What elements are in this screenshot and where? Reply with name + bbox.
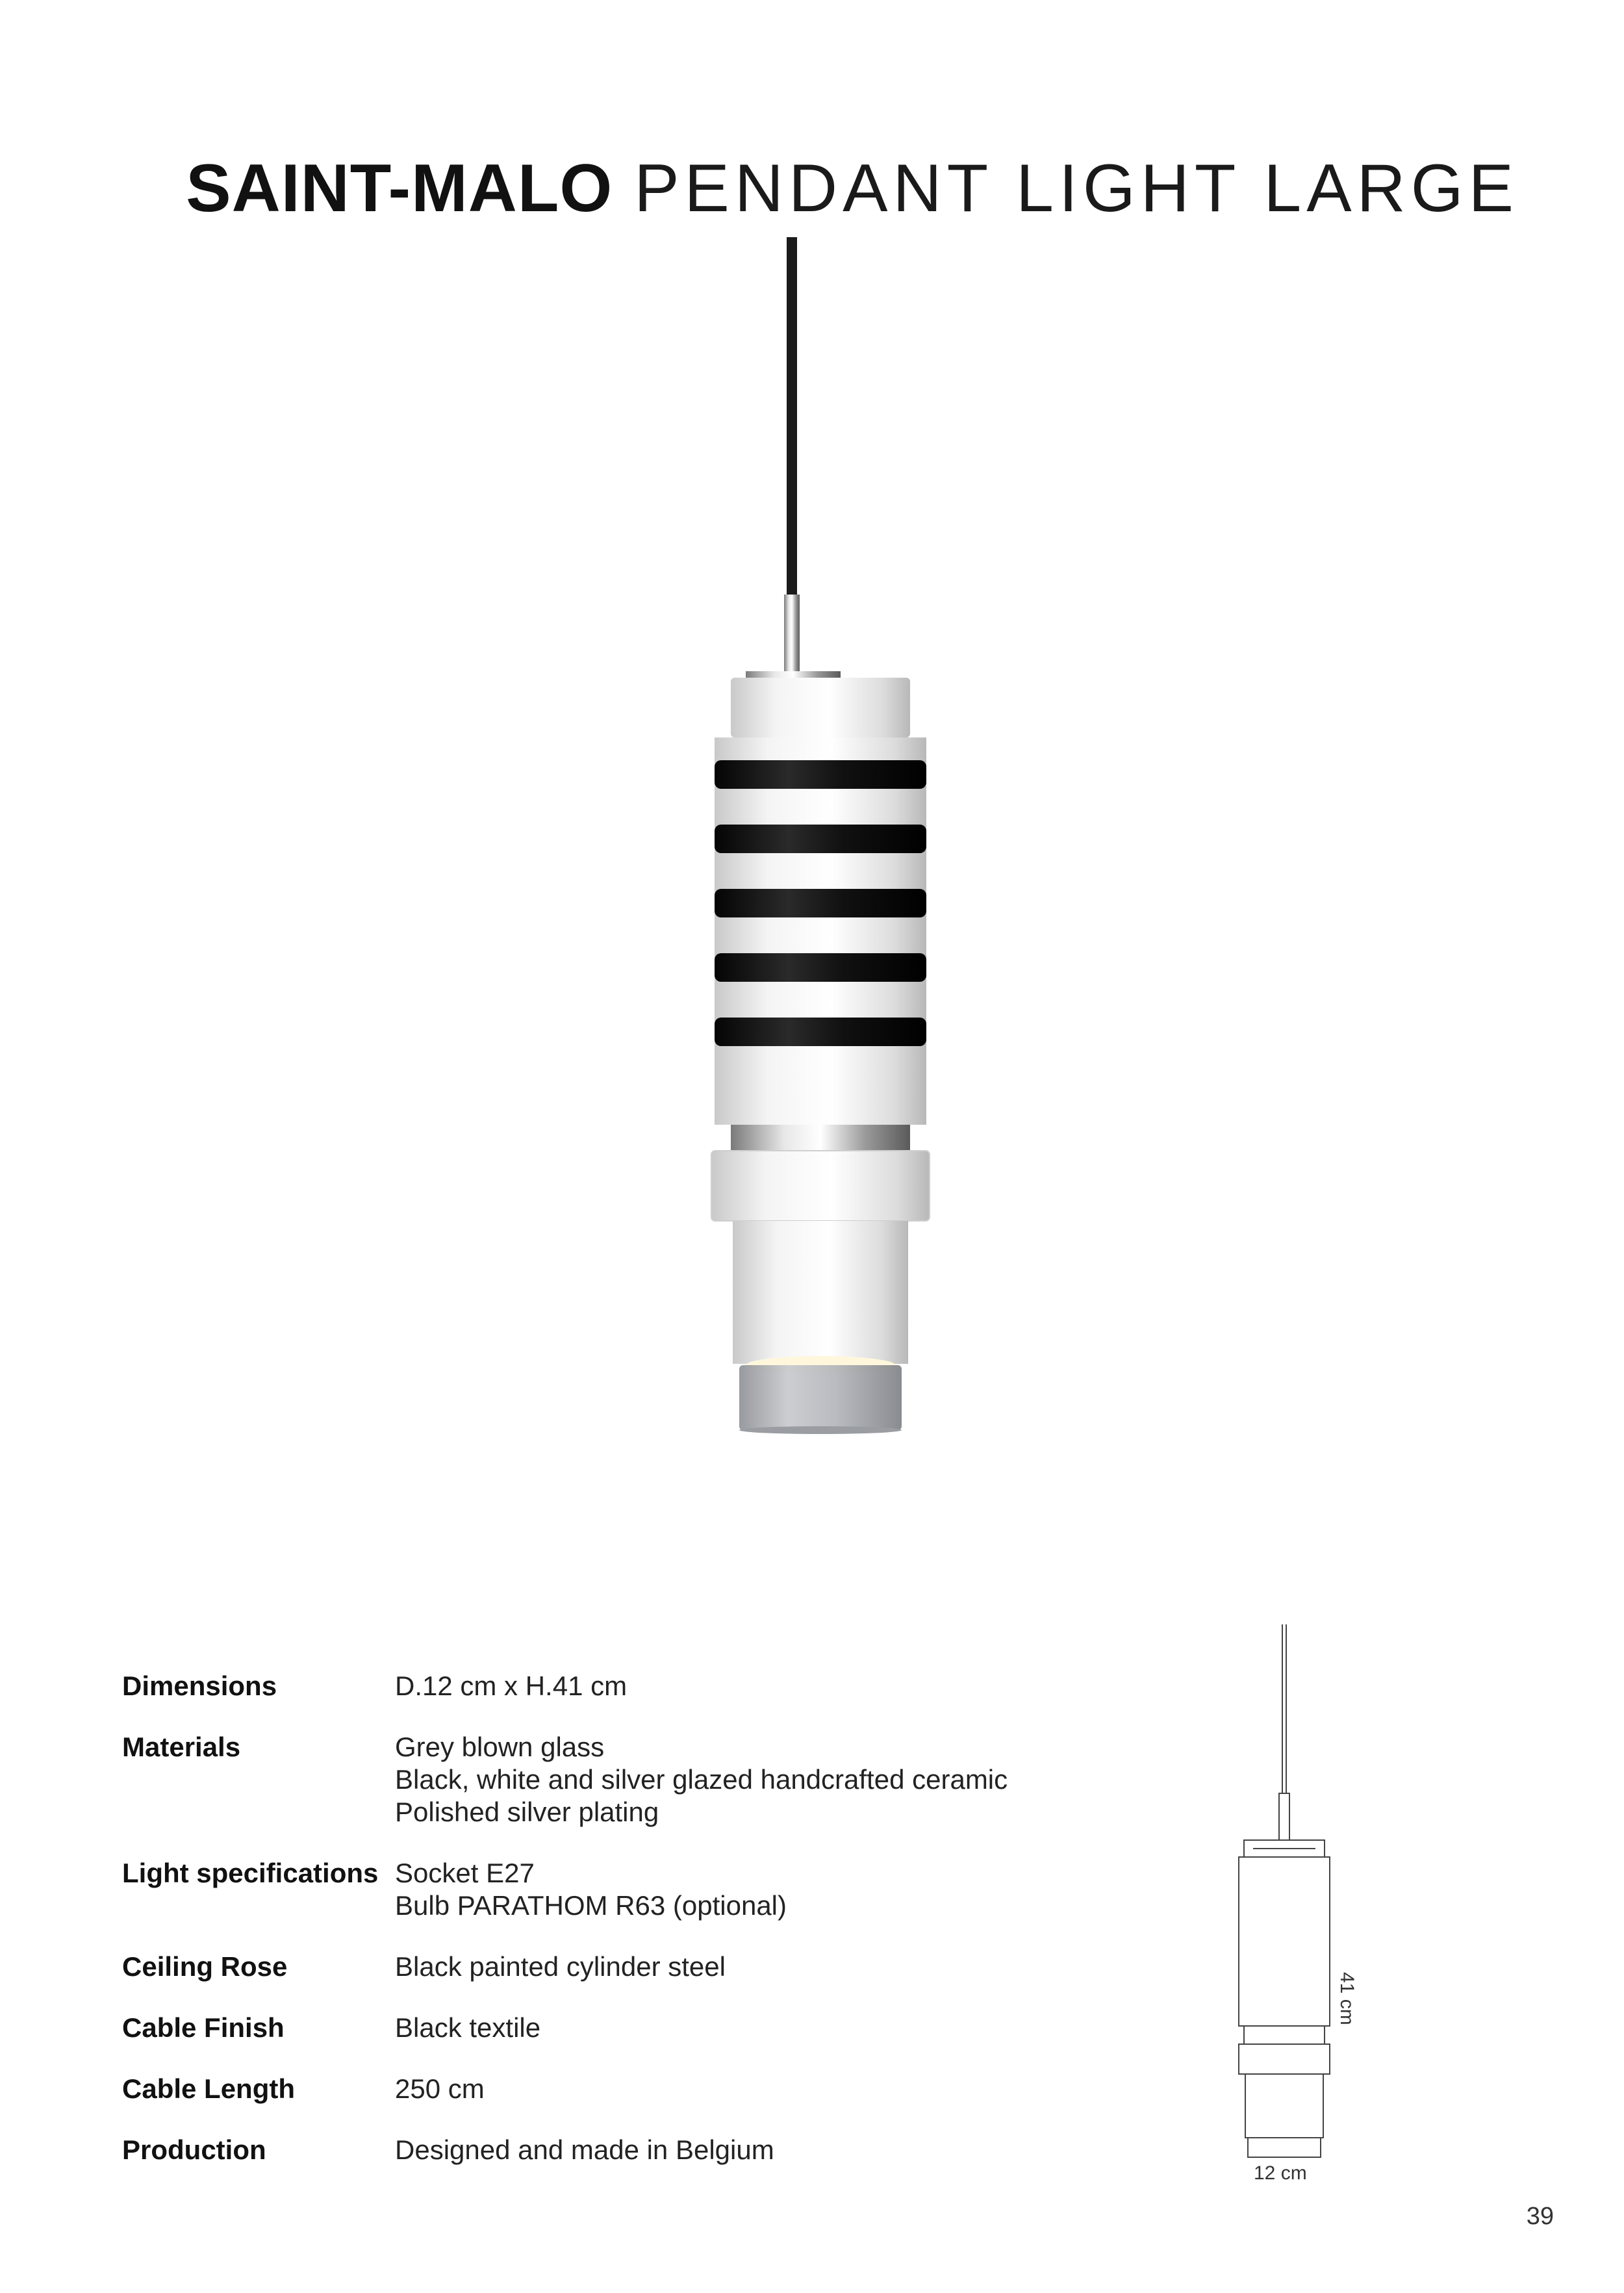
spec-value: Grey blown glass xyxy=(395,1732,605,1762)
page-title xyxy=(186,150,1519,226)
spec-label: Cable Length xyxy=(122,2073,296,2104)
spec-label: Materials xyxy=(122,1732,241,1762)
specifications-table xyxy=(122,1670,1097,2195)
spec-label: Cable Finish xyxy=(122,2012,285,2043)
spec-value: Black painted cylinder steel xyxy=(395,1951,726,1982)
spec-value: 250 cm xyxy=(395,2073,485,2104)
product-subtitle: PENDANT LIGHT LARGE xyxy=(634,150,1519,226)
spec-row-production xyxy=(122,2134,1097,2166)
spec-value: D.12 cm x H.41 cm xyxy=(395,1671,628,1701)
spec-label: Dimensions xyxy=(122,1671,277,1701)
spec-value: Designed and made in Belgium xyxy=(395,2134,774,2165)
spec-value: Polished silver plating xyxy=(395,1797,659,1827)
spec-row-dimensions xyxy=(122,1670,1097,1702)
spec-row-light-specifications xyxy=(122,1857,1097,1922)
dimension-diagram xyxy=(1202,1624,1397,2196)
spec-value: Socket E27 xyxy=(395,1858,535,1888)
spec-label: Production xyxy=(122,2134,266,2165)
pendant-light-image xyxy=(676,237,948,1472)
spec-row-cable-length xyxy=(122,2073,1097,2105)
spec-value: Black textile xyxy=(395,2012,541,2043)
spec-row-cable-finish xyxy=(122,2012,1097,2044)
product-name: SAINT-MALO xyxy=(186,150,613,226)
height-dimension-label: 41 cm xyxy=(1336,1972,1358,2025)
spec-label: Light specifications xyxy=(122,1858,379,1888)
spec-value: Black, white and silver glazed handcrafted ceramic xyxy=(395,1764,1008,1795)
spec-row-ceiling-rose xyxy=(122,1951,1097,1983)
spec-value: Bulb PARATHOM R63 (optional) xyxy=(395,1890,787,1921)
width-dimension-label: 12 cm xyxy=(1254,2162,1307,2184)
spec-label: Ceiling Rose xyxy=(122,1951,288,1982)
page-number: 39 xyxy=(1526,2203,1554,2230)
spec-row-materials xyxy=(122,1731,1097,1828)
